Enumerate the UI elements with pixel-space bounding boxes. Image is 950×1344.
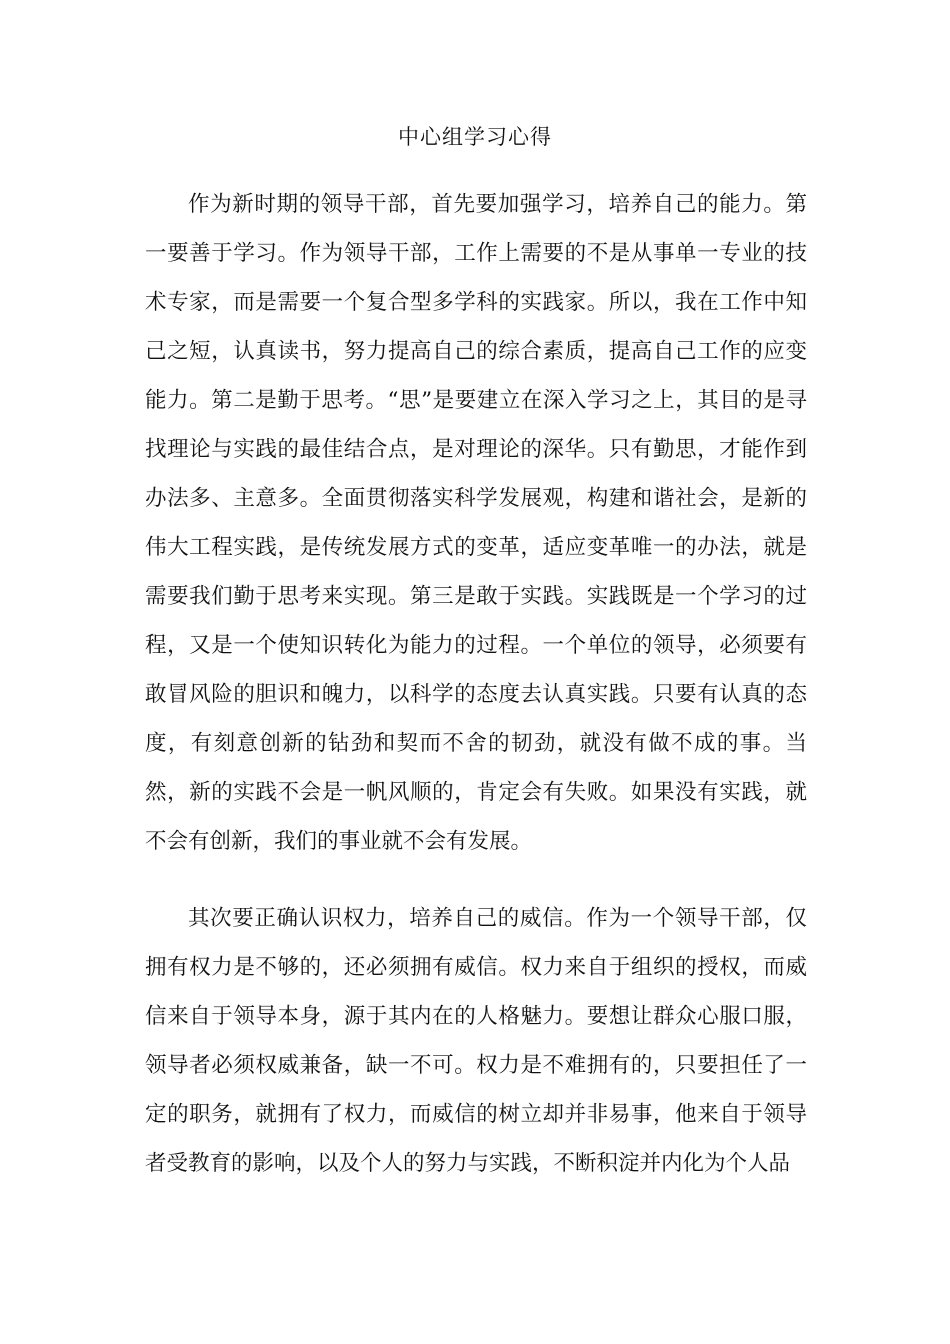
paragraph-1: 作为新时期的领导干部，首先要加强学习，培养自己的能力。第一要善于学习。作为领导干部，工作上需要的不是从事单一专业的技术专家，而是需要一个复合型多学科的实践家。所以，我在工作中知己之短，认真读书，努力提高自己的综合素质，提高自己工作的应变能力。第二是勤于思考。“思”是要建立在深入学习之上，其目的是寻找理论与实践的最佳结合点，是对理论的深华。只有勤思，才能作到办法多、主意多。全面贯彻落实科学发展观，构建和谐社会，是新的伟大工程实践，是传统发展方式的变革，适应变革唯一的办法，就是需要我们勤于思考来实现。第三是敢于实践。实践既是一个学习的过程，又是一个使知识转化为能力的过程。一个单位的领导，必须要有敢冒风险的胆识和魄力，以科学的态度去认真实践。只要有认真的态度，有刻意创新的钻劲和契而不舍的韧劲，就没有做不成的事。当然，新的实践不会是一帆风顺的，肯定会有失败。如果没有实践，就不会有创新，我们的事业就不会有发展。 <box>145 192 807 854</box>
document-title: 中心组学习心得 <box>398 125 552 149</box>
paragraph-2: 其次要正确认识权力，培养自己的威信。作为一个领导干部，仅拥有权力是不够的，还必须拥有威信。权力来自于组织的授权，而威信来自于领导本身，源于其内在的人格魅力。要想让群众心服口服，领导者必须权威兼备，缺一不可。权力是不难拥有的，只要担任了一定的职务，就拥有了权力，而威信的树立却并非易事，他来自于领导者受教育的影响，以及个人的努力与实践，不断积淀并内化为个人品 <box>145 906 807 1176</box>
